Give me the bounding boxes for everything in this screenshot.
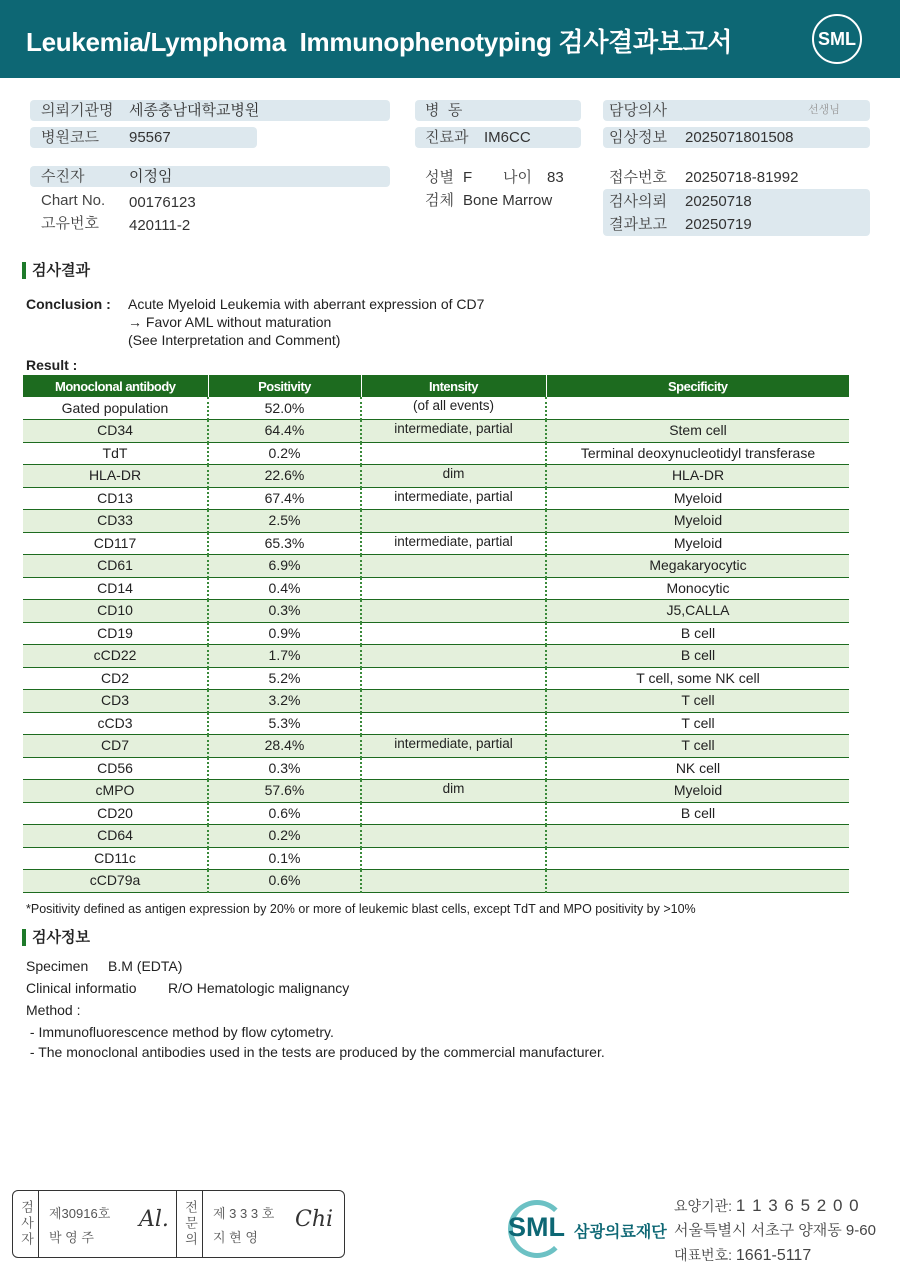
report-header bbox=[0, 0, 900, 78]
conclusion-line: Acute Myeloid Leukemia with aberrant expression of CD7 bbox=[128, 296, 485, 312]
antibody-cell: CD33 bbox=[23, 510, 208, 533]
intensity-cell bbox=[361, 555, 546, 578]
table-row bbox=[23, 712, 849, 735]
column-header: Intensity bbox=[361, 375, 546, 397]
table-row bbox=[23, 420, 849, 443]
table-row bbox=[23, 735, 849, 758]
antibody-cell: CD7 bbox=[23, 735, 208, 758]
request-label: 검사의뢰 bbox=[609, 193, 667, 210]
table-row bbox=[23, 622, 849, 645]
signature-box bbox=[12, 1190, 345, 1258]
test-info-section-title: 검사정보 bbox=[22, 929, 90, 946]
specificity-cell: B cell bbox=[546, 622, 849, 645]
examiner-no: 제30916호 bbox=[49, 1206, 111, 1221]
sml-org-logo: SML bbox=[508, 1212, 565, 1242]
antibody-cell: CD13 bbox=[23, 487, 208, 510]
specificity-cell: NK cell bbox=[546, 757, 849, 780]
intensity-cell bbox=[361, 600, 546, 623]
table-row bbox=[23, 825, 849, 848]
positivity-cell: 28.4% bbox=[208, 735, 361, 758]
patient-label: 수진자 bbox=[41, 168, 85, 185]
specialist-name: 지 현 영 bbox=[213, 1230, 258, 1245]
id-label: 고유번호 bbox=[41, 215, 99, 232]
intensity-cell: intermediate, partial bbox=[361, 487, 546, 510]
specificity-cell bbox=[546, 825, 849, 848]
examiner-signature: Al. bbox=[139, 1207, 169, 1232]
examiner-label: 검사자 bbox=[13, 1191, 39, 1257]
sex-value: F bbox=[463, 169, 473, 186]
positivity-cell: 5.3% bbox=[208, 712, 361, 735]
conclusion-line: → Favor AML without maturation bbox=[128, 314, 332, 330]
specificity-cell: Terminal deoxynucleotidyl transferase bbox=[546, 442, 849, 465]
table-row bbox=[23, 780, 849, 803]
positivity-footnote: *Positivity defined as antigen expression by 20% or more of leukemic blast cells, except TdT and MPO positivity by >10% bbox=[26, 902, 696, 916]
id-value: 420111-2 bbox=[129, 217, 191, 234]
result-label: Result : bbox=[26, 357, 78, 373]
antibody-cell: TdT bbox=[23, 442, 208, 465]
specimen-value: Bone Marrow bbox=[463, 192, 553, 209]
receipt-label: 접수번호 bbox=[609, 169, 667, 186]
antibody-cell: cCD22 bbox=[23, 645, 208, 668]
positivity-cell: 2.5% bbox=[208, 510, 361, 533]
specialist-cell bbox=[203, 1191, 344, 1257]
specialist-no: 제 3 3 3 호 bbox=[213, 1206, 275, 1221]
positivity-cell: 5.2% bbox=[208, 667, 361, 690]
table-row bbox=[23, 555, 849, 578]
sex-label: 성별 bbox=[425, 169, 454, 186]
method-line: - Immunofluorescence method by flow cytometry. bbox=[26, 1024, 334, 1040]
institution-label: 의뢰기관명 bbox=[41, 102, 114, 119]
antibody-cell: CD61 bbox=[23, 555, 208, 578]
intensity-cell: (of all events) bbox=[361, 397, 546, 420]
positivity-cell: 0.3% bbox=[208, 757, 361, 780]
column-header: Positivity bbox=[208, 375, 361, 397]
specificity-cell: HLA-DR bbox=[546, 465, 849, 488]
specificity-cell: B cell bbox=[546, 645, 849, 668]
org-name: 삼광의료재단 bbox=[574, 1224, 667, 1241]
column-header: Specificity bbox=[546, 375, 849, 397]
specificity-cell: T cell bbox=[546, 712, 849, 735]
intensity-cell bbox=[361, 667, 546, 690]
conclusion-label: Conclusion : bbox=[26, 296, 111, 312]
intensity-cell bbox=[361, 622, 546, 645]
antibody-cell: CD3 bbox=[23, 690, 208, 713]
table-row bbox=[23, 690, 849, 713]
antibody-cell: CD117 bbox=[23, 532, 208, 555]
positivity-cell: 0.2% bbox=[208, 442, 361, 465]
positivity-cell: 64.4% bbox=[208, 420, 361, 443]
antibody-cell: cMPO bbox=[23, 780, 208, 803]
intensity-cell: dim bbox=[361, 465, 546, 488]
specimen-info-value: B.M (EDTA) bbox=[108, 958, 183, 974]
intensity-cell bbox=[361, 870, 546, 893]
table-row bbox=[23, 442, 849, 465]
code-value: 1 1 3 6 5 2 0 0 bbox=[735, 1196, 860, 1215]
method-line: - The monoclonal antibodies used in the tests are produced by the commercial manufacturer. bbox=[26, 1044, 605, 1060]
specificity-cell: Myeloid bbox=[546, 487, 849, 510]
age-value: 83 bbox=[547, 169, 564, 186]
ward-label: 병 동 bbox=[425, 102, 463, 119]
report-value: 20250719 bbox=[685, 216, 752, 233]
intensity-cell: intermediate, partial bbox=[361, 420, 546, 443]
intensity-cell bbox=[361, 690, 546, 713]
intensity-cell bbox=[361, 510, 546, 533]
clinical-info-value: R/O Hematologic malignancy bbox=[168, 980, 350, 996]
antibody-cell: CD56 bbox=[23, 757, 208, 780]
antibody-cell: CD10 bbox=[23, 600, 208, 623]
intensity-cell bbox=[361, 645, 546, 668]
specificity-cell bbox=[546, 870, 849, 893]
doctor-label: 담당의사 bbox=[609, 102, 667, 119]
specificity-cell: Myeloid bbox=[546, 510, 849, 533]
intensity-cell bbox=[361, 802, 546, 825]
positivity-cell: 6.9% bbox=[208, 555, 361, 578]
antibody-cell: Gated population bbox=[23, 397, 208, 420]
table-row bbox=[23, 847, 849, 870]
report-title: Leukemia/Lymphoma Immunophenotyping 검사결과보고서 bbox=[26, 27, 733, 57]
receipt-value: 20250718-81992 bbox=[685, 169, 799, 186]
dept-value: IM6CC bbox=[484, 129, 531, 146]
positivity-cell: 0.6% bbox=[208, 870, 361, 893]
intensity-cell: dim bbox=[361, 780, 546, 803]
specialist-label: 전문의 bbox=[177, 1191, 203, 1257]
specificity-cell: Stem cell bbox=[546, 420, 849, 443]
specificity-cell: T cell, some NK cell bbox=[546, 667, 849, 690]
antibody-cell: CD19 bbox=[23, 622, 208, 645]
code-label: 요양기관: bbox=[674, 1198, 732, 1214]
specificity-cell: B cell bbox=[546, 802, 849, 825]
patient-value: 이정임 bbox=[129, 168, 173, 185]
positivity-cell: 0.9% bbox=[208, 622, 361, 645]
positivity-cell: 0.3% bbox=[208, 600, 361, 623]
hospital-code-value: 95567 bbox=[129, 129, 171, 146]
org-address: 서울특별시 서초구 양재동 9-60 bbox=[674, 1222, 876, 1239]
positivity-cell: 1.7% bbox=[208, 645, 361, 668]
clinical-label: 임상정보 bbox=[609, 129, 667, 146]
intensity-cell bbox=[361, 577, 546, 600]
hospital-code-label: 병원코드 bbox=[41, 129, 99, 146]
phone-value: 1661-5117 bbox=[735, 1247, 812, 1264]
antibody-cell: CD20 bbox=[23, 802, 208, 825]
positivity-cell: 22.6% bbox=[208, 465, 361, 488]
conclusion-line: (See Interpretation and Comment) bbox=[128, 332, 341, 348]
intensity-cell bbox=[361, 847, 546, 870]
antibody-cell: CD34 bbox=[23, 420, 208, 443]
specificity-cell: J5,CALLA bbox=[546, 600, 849, 623]
clinical-info-label: Clinical informatio bbox=[26, 980, 137, 996]
clinical-value: 2025071801508 bbox=[685, 129, 794, 146]
table-row bbox=[23, 667, 849, 690]
intensity-cell bbox=[361, 757, 546, 780]
table-row bbox=[23, 645, 849, 668]
chart-label: Chart No. bbox=[41, 192, 106, 209]
antibody-cell: CD14 bbox=[23, 577, 208, 600]
positivity-cell: 67.4% bbox=[208, 487, 361, 510]
institution-value: 세종충남대학교병원 bbox=[129, 102, 260, 119]
sml-logo: SML bbox=[812, 14, 862, 64]
specificity-cell: Myeloid bbox=[546, 780, 849, 803]
specificity-cell bbox=[546, 847, 849, 870]
results-section-title: 검사결과 bbox=[22, 262, 90, 279]
report-label: 결과보고 bbox=[609, 216, 667, 233]
antibody-cell: CD2 bbox=[23, 667, 208, 690]
specimen-label: 검체 bbox=[425, 192, 454, 209]
positivity-cell: 52.0% bbox=[208, 397, 361, 420]
phone-label: 대표번호: bbox=[674, 1247, 732, 1263]
examiner-cell bbox=[39, 1191, 177, 1257]
intensity-cell bbox=[361, 825, 546, 848]
intensity-cell bbox=[361, 712, 546, 735]
specificity-cell: T cell bbox=[546, 735, 849, 758]
column-header: Monoclonal antibody bbox=[23, 375, 208, 397]
table-row bbox=[23, 510, 849, 533]
table-row bbox=[23, 487, 849, 510]
antibody-cell: cCD79a bbox=[23, 870, 208, 893]
table-row bbox=[23, 397, 849, 420]
request-value: 20250718 bbox=[685, 193, 752, 210]
examiner-name: 박 영 주 bbox=[49, 1230, 94, 1245]
method-label: Method : bbox=[26, 1002, 81, 1018]
table-row bbox=[23, 577, 849, 600]
intensity-cell: intermediate, partial bbox=[361, 735, 546, 758]
doctor-suffix: 선생님 bbox=[808, 104, 840, 116]
intensity-cell: intermediate, partial bbox=[361, 532, 546, 555]
positivity-cell: 0.1% bbox=[208, 847, 361, 870]
table-row bbox=[23, 757, 849, 780]
chart-value: 00176123 bbox=[129, 194, 196, 211]
antibody-cell: HLA-DR bbox=[23, 465, 208, 488]
positivity-cell: 0.6% bbox=[208, 802, 361, 825]
table-row bbox=[23, 870, 849, 893]
age-label: 나이 bbox=[503, 169, 532, 186]
specificity-cell: T cell bbox=[546, 690, 849, 713]
specificity-cell bbox=[546, 397, 849, 420]
table-row bbox=[23, 465, 849, 488]
specificity-cell: Myeloid bbox=[546, 532, 849, 555]
positivity-cell: 0.2% bbox=[208, 825, 361, 848]
table-row bbox=[23, 600, 849, 623]
table-row bbox=[23, 802, 849, 825]
positivity-cell: 65.3% bbox=[208, 532, 361, 555]
specificity-cell: Megakaryocytic bbox=[546, 555, 849, 578]
specimen-info-label: Specimen bbox=[26, 958, 89, 974]
positivity-cell: 57.6% bbox=[208, 780, 361, 803]
specialist-signature: Chi bbox=[295, 1207, 334, 1232]
antibody-cell: CD64 bbox=[23, 825, 208, 848]
dept-label: 진료과 bbox=[425, 129, 469, 146]
positivity-cell: 0.4% bbox=[208, 577, 361, 600]
specificity-cell: Monocytic bbox=[546, 577, 849, 600]
antibody-cell: cCD3 bbox=[23, 712, 208, 735]
intensity-cell bbox=[361, 442, 546, 465]
antibody-cell: CD11c bbox=[23, 847, 208, 870]
table-row bbox=[23, 532, 849, 555]
positivity-cell: 3.2% bbox=[208, 690, 361, 713]
results-table bbox=[23, 375, 849, 893]
